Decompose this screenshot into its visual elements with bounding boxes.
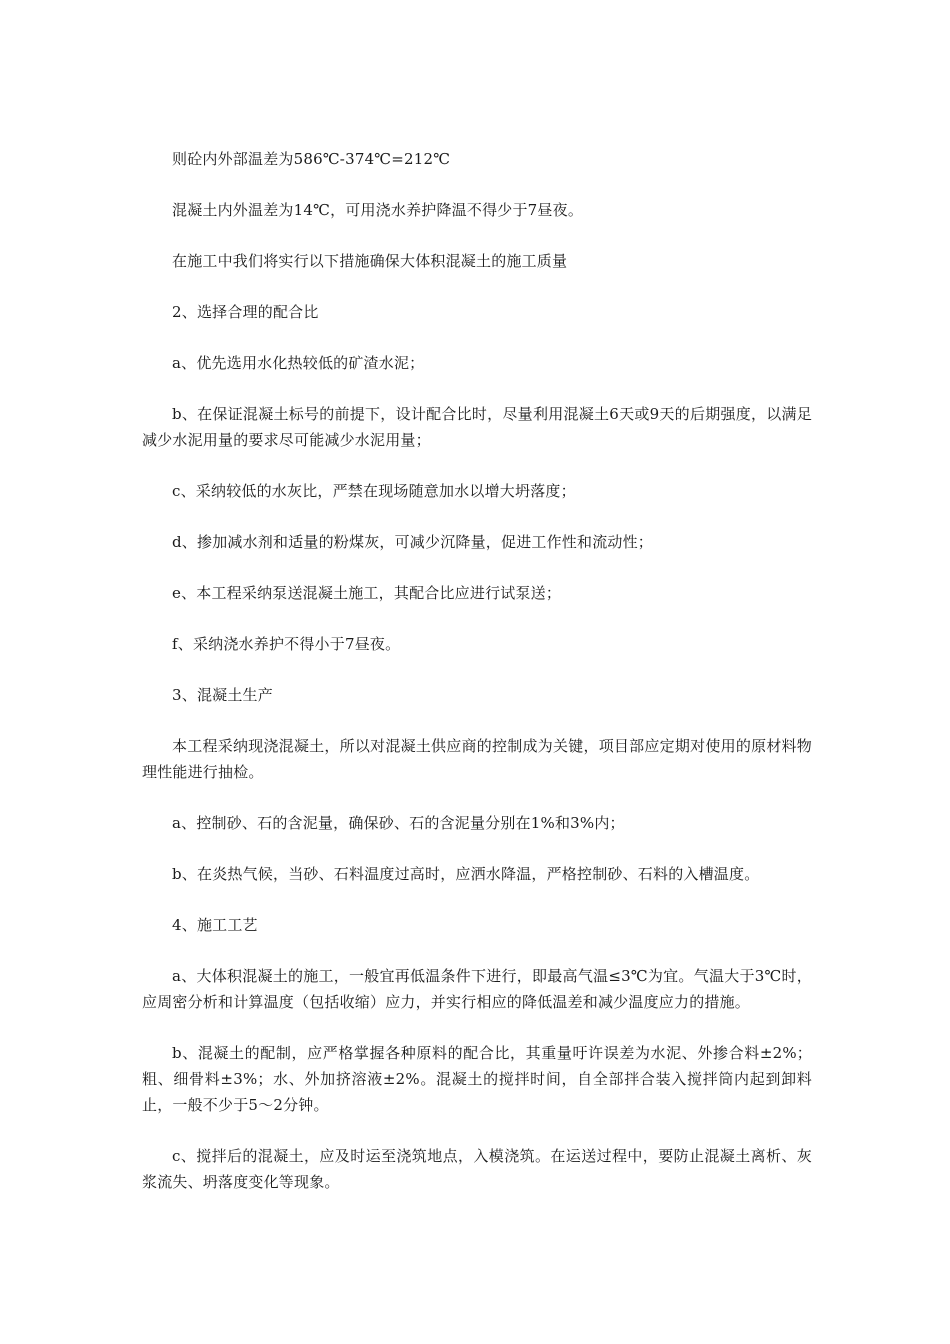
- paragraph-temperature-difference: 则砼内外部温差为586℃-374℃=212℃: [172, 150, 451, 168]
- list-item-c-transport: c、搅拌后的混凝土，应及时运至浇筑地点，入模浇筑。在运送过程中，要防止混凝土离析、灰浆流失、坍落度变化等现象。: [142, 1147, 812, 1191]
- list-item-a-mud-content: a、控制砂、石的含泥量，确保砂、石的含泥量分别在1%和3%内；: [172, 814, 625, 832]
- list-item-b-hot-weather: b、在炎热气候，当砂、石料温度过高时，应洒水降温，严格控制砂、石料的入槽温度。: [172, 865, 760, 883]
- list-item-c-water-cement: c、采纳较低的水灰比，严禁在现场随意加水以增大坍落度；: [172, 482, 576, 500]
- list-item-a-cement: a、优先选用水化热较低的矿渣水泥；: [172, 354, 425, 372]
- list-item-a-low-temperature: a、大体积混凝土的施工，一般宜再低温条件下进行，即最高气温≤3℃为宜。气温大于3℃时，应周密分析和计算温度（包括收缩）应力，并实行相应的降低温差和减少温度应力的措施。: [142, 967, 812, 1011]
- paragraph-supplier-control: 本工程采纳现浇混凝土，所以对混凝土供应商的控制成为关键，项目部应定期对使用的原材料物理性能进行抽检。: [142, 737, 812, 781]
- paragraph-measures-intro: 在施工中我们将实行以下措施确保大体积混凝土的施工质量: [172, 252, 568, 270]
- document-page: [142, 146, 812, 1220]
- section-heading-process: 4、施工工艺: [172, 916, 258, 934]
- list-item-f-curing: f、采纳浇水养护不得小于7昼夜。: [172, 635, 401, 653]
- list-item-b-strength: b、在保证混凝土标号的前提下，设计配合比时，尽量利用混凝土6天或9天的后期强度，以满足减少水泥用量的要求尽可能减少水泥用量；: [142, 405, 812, 449]
- section-heading-production: 3、混凝土生产: [172, 686, 273, 704]
- list-item-d-admixture: d、掺加减水剂和适量的粉煤灰，可减少沉降量，促进工作性和流动性；: [172, 533, 654, 551]
- list-item-e-pumping: e、本工程采纳泵送混凝土施工，其配合比应进行试泵送；: [172, 584, 562, 602]
- paragraph-curing-requirement: 混凝土内外温差为14℃，可用浇水养护降温不得少于7昼夜。: [172, 201, 584, 219]
- list-item-b-mixing: b、混凝土的配制，应严格掌握各种原料的配合比，其重量吁许误差为水泥、外掺合料±2%；粗、细骨料±3%；水、外加挤溶液±2%。混凝土的搅拌时间，自全部拌合装入搅拌筒内起到卸料止，一般不少于5～2分钟。: [142, 1044, 812, 1114]
- section-heading-mix-ratio: 2、选择合理的配合比: [172, 303, 319, 321]
